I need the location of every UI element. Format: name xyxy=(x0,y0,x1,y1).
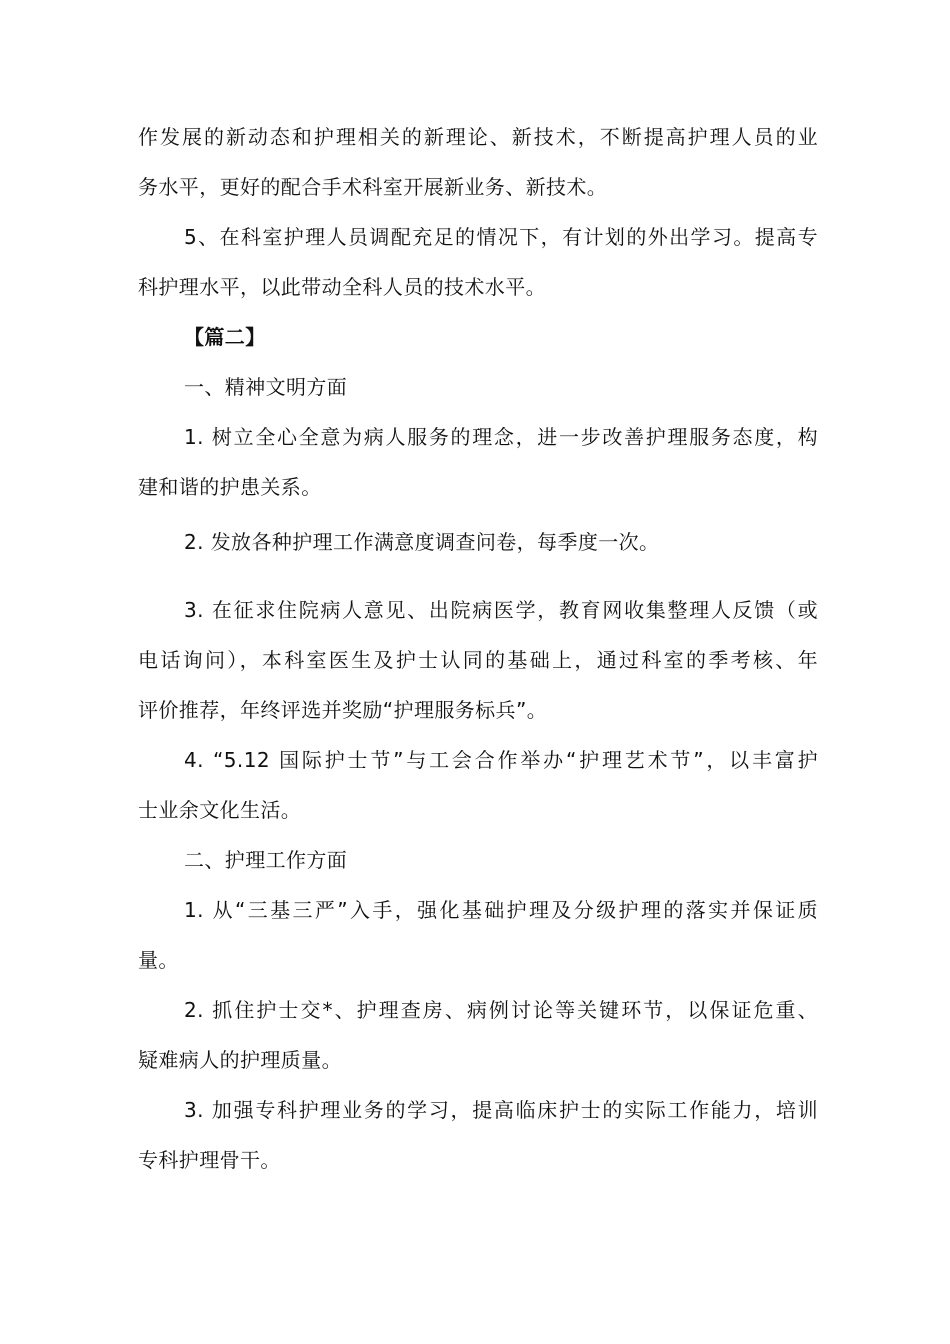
paragraph-line: 建和谐的护患关系。 xyxy=(138,475,322,499)
paragraph-line: 电话询问），本科室医生及护士认同的基础上，通过科室的季考核、年 xyxy=(138,648,818,672)
paragraph-line: 2. 抓住护士交*、护理查房、病例讨论等关键环节，以保证危重、 xyxy=(184,998,818,1022)
subsection-heading: 一、精神文明方面 xyxy=(184,375,348,399)
paragraph-line: 疑难病人的护理质量。 xyxy=(138,1048,342,1072)
paragraph-line: 3. 加强专科护理业务的学习，提高临床护士的实际工作能力，培训 xyxy=(184,1098,818,1122)
paragraph-line: 2. 发放各种护理工作满意度调查问卷，每季度一次。 xyxy=(184,530,660,554)
paragraph-line: 量。 xyxy=(138,948,179,972)
paragraph-line: 1. 树立全心全意为病人服务的理念，进一步改善护理服务态度，构 xyxy=(184,425,818,449)
paragraph-line: 评价推荐，年终评选并奖励“护理服务标兵”。 xyxy=(138,698,548,722)
paragraph-line: 专科护理骨干。 xyxy=(138,1148,281,1172)
subsection-heading: 二、护理工作方面 xyxy=(184,848,348,872)
paragraph-line: 科护理水平，以此带动全科人员的技术水平。 xyxy=(138,275,546,299)
paragraph-line: 士业余文化生活。 xyxy=(138,798,302,822)
paragraph-line: 作发展的新动态和护理相关的新理论、新技术，不断提高护理人员的业 xyxy=(138,125,818,149)
paragraph-line: 3. 在征求住院病人意见、出院病医学，教育网收集整理人反馈（或 xyxy=(184,598,818,622)
paragraph-line: 1. 从“三基三严”入手，强化基础护理及分级护理的落实并保证质 xyxy=(184,898,818,922)
paragraph-line: 务水平，更好的配合手术科室开展新业务、新技术。 xyxy=(138,175,608,199)
section-heading: 【篇二】 xyxy=(184,325,266,349)
paragraph-line: 4. “5.12 国际护士节”与工会合作举办“护理艺术节”，以丰富护 xyxy=(184,748,818,772)
paragraph-line: 5、在科室护理人员调配充足的情况下，有计划的外出学习。提高专 xyxy=(184,225,818,249)
